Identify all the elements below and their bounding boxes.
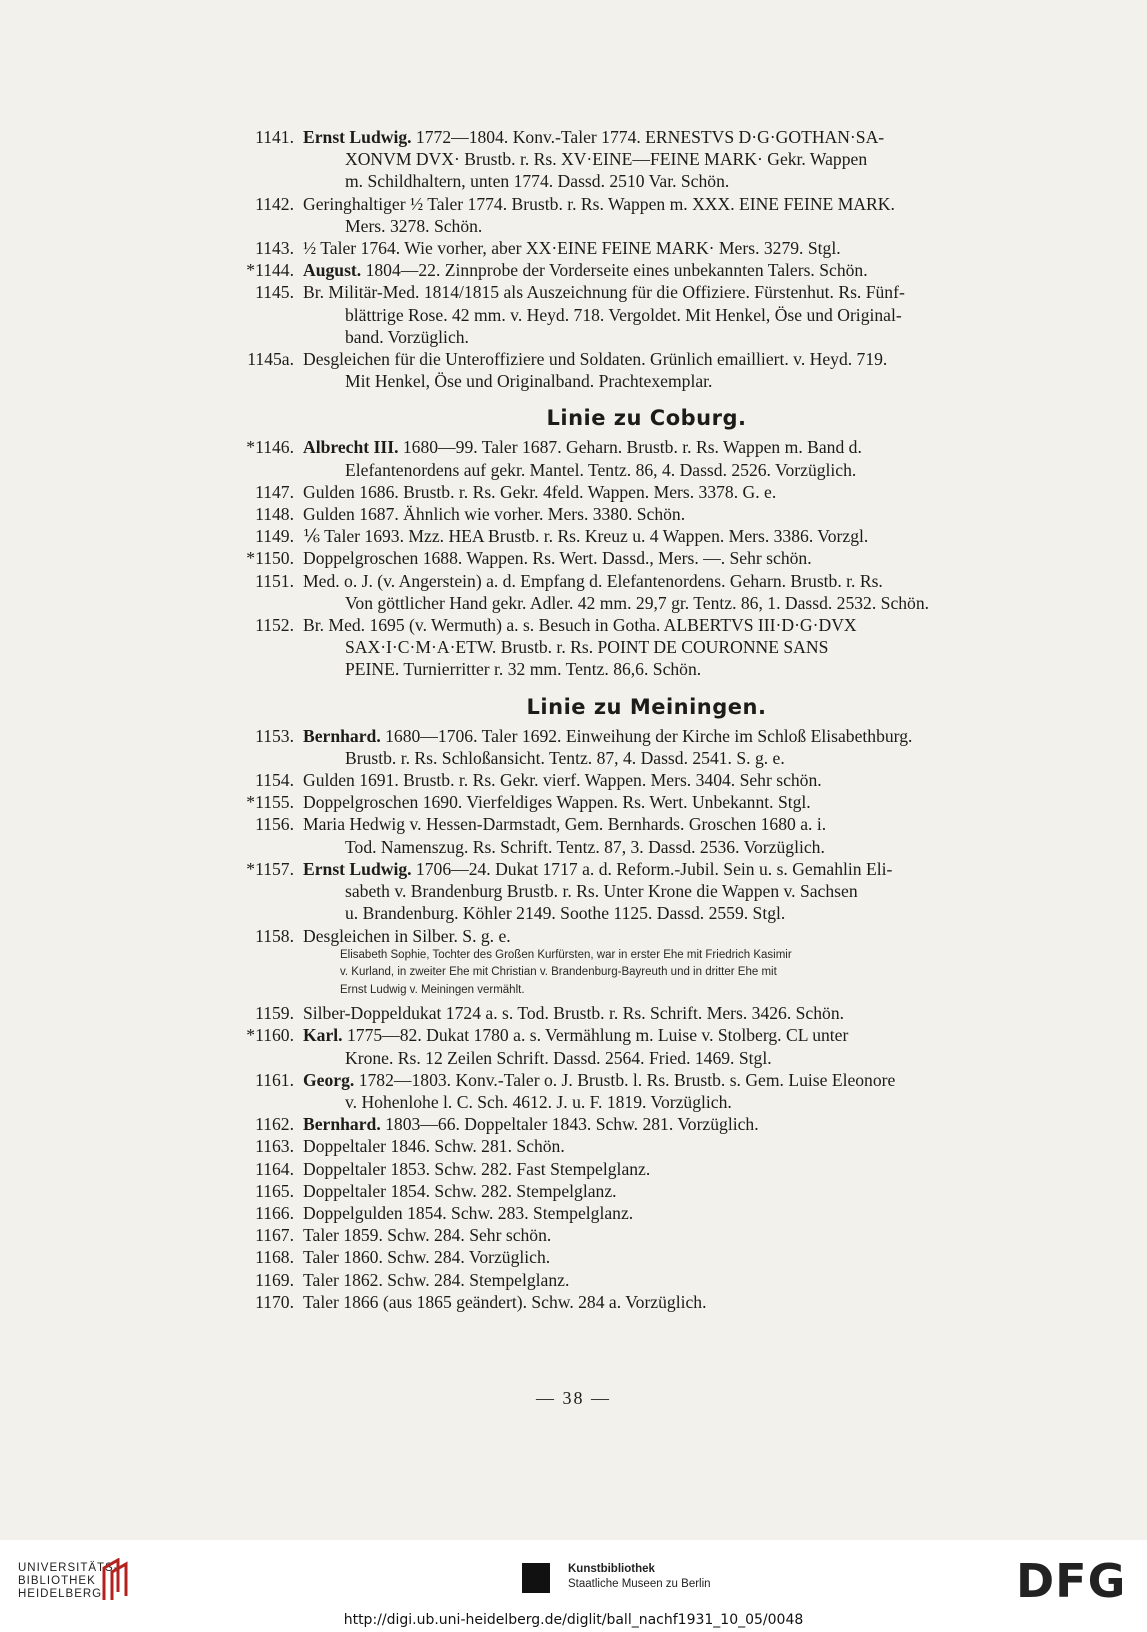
- ruler-name: Karl.: [303, 1025, 343, 1046]
- footnote-line: Ernst Ludwig v. Meiningen vermählt.: [340, 983, 525, 996]
- entry-continuation: Krone. Rs. 12 Zeilen Schrift. Dassd. 2564. Fried. 1469. Stgl.: [345, 1047, 772, 1068]
- entry-text: 1706—24. Dukat 1717 a. d. Reform.-Jubil. Sein u. s. Gemahlin Eli-: [411, 858, 893, 879]
- entry-text: Gulden 1686. Brustb. r. Rs. Gekr. 4feld. Wappen. Mers. 3378. G. e.: [303, 481, 777, 502]
- entry-first-line: [303, 503, 990, 525]
- catalog-entry: [230, 925, 990, 947]
- section-gotha: [230, 126, 990, 392]
- entry-first-line: [303, 281, 990, 303]
- entry-number: 1161.: [255, 1069, 294, 1090]
- entry-number: *1146.: [246, 437, 294, 458]
- catalog-entry: [230, 725, 990, 769]
- permalink-url[interactable]: http://digi.ub.uni-heidelberg.de/diglit/ball_nachf1931_10_05/0048: [343, 1612, 804, 1628]
- catalog-entry: [230, 547, 990, 569]
- entry-first-line: [303, 614, 990, 636]
- entry-text: Desgleichen für die Unteroffiziere und Soldaten. Grünlich emailliert. v. Heyd. 719.: [303, 349, 888, 370]
- catalog-entry: [230, 570, 990, 614]
- entry-continuation: band. Vorzüglich.: [345, 326, 469, 347]
- entry-number: 1153.: [255, 725, 294, 746]
- entry-number: 1166.: [255, 1203, 294, 1224]
- catalog-entry: [230, 1135, 990, 1157]
- entry-first-line: [303, 259, 990, 281]
- entry-text: Doppelgroschen 1690. Vierfeldiges Wappen. Rs. Wert. Unbekannt. Stgl.: [303, 792, 811, 813]
- kb-subtitle: Staatliche Museen zu Berlin: [568, 1578, 711, 1590]
- entry-continuation: XONVM DVX· Brustb. r. Rs. XV·EINE—FEINE MARK· Gekr. Wappen: [345, 149, 868, 170]
- catalog-entry: [230, 237, 990, 259]
- catalog-entry: [230, 281, 990, 348]
- entry-text: Silber-Doppeldukat 1724 a. s. Tod. Brustb. r. Rs. Schrift. Mers. 3426. Schön.: [303, 1003, 845, 1024]
- entry-continuation: blättrige Rose. 42 mm. v. Heyd. 718. Vergoldet. Mit Henkel, Öse und Original-: [345, 304, 902, 325]
- entry-text: Doppeltaler 1846. Schw. 281. Schön.: [303, 1136, 565, 1157]
- entry-number: *1155.: [246, 792, 294, 813]
- entry-first-line: [303, 193, 990, 215]
- uni-line: BIBLIOTHEK: [18, 1575, 96, 1587]
- entry-first-line: [303, 1135, 990, 1157]
- entry-continuation: sabeth v. Brandenburg Brustb. r. Rs. Unter Krone die Wappen v. Sachsen: [345, 881, 858, 902]
- entry-continuation: Tod. Namenszug. Rs. Schrift. Tentz. 87, 3. Dassd. 2536. Vorzüglich.: [345, 836, 825, 857]
- entry-number: 1167.: [255, 1225, 294, 1246]
- entry-first-line: [303, 547, 990, 569]
- catalog-entry: [230, 1224, 990, 1246]
- entry-text: Taler 1860. Schw. 284. Vorzüglich.: [303, 1247, 551, 1268]
- entry-text: Doppeltaler 1854. Schw. 282. Stempelglanz.: [303, 1180, 617, 1201]
- catalog-entry: [230, 126, 990, 193]
- entry-text: Doppelgroschen 1688. Wappen. Rs. Wert. Dassd., Mers. —. Sehr schön.: [303, 548, 812, 569]
- entry-first-line: [303, 1158, 990, 1180]
- dfg-logo: DFG: [1016, 1554, 1127, 1608]
- entry-first-line: [303, 436, 990, 458]
- entry-first-line: [303, 126, 990, 148]
- entry-number: 1149.: [255, 526, 294, 547]
- entry-number: 1159.: [255, 1003, 294, 1024]
- catalog-entry: [230, 858, 990, 925]
- catalog-entry: [230, 348, 990, 392]
- catalog-entry: [230, 193, 990, 237]
- entry-first-line: [303, 525, 990, 547]
- entry-number: 1162.: [255, 1114, 294, 1135]
- entry-continuation: SAX·I·C·M·A·ETW. Brustb. r. Rs. POINT DE COURONNE SANS: [345, 637, 829, 658]
- catalog-entry: [230, 1113, 990, 1135]
- entry-text: Maria Hedwig v. Hessen-Darmstadt, Gem. Bernhards. Groschen 1680 a. i.: [303, 814, 827, 835]
- entry-continuation: Elefantenordens auf gekr. Mantel. Tentz. 86, 4. Dassd. 2526. Vorzüglich.: [345, 459, 857, 480]
- entry-text: Gulden 1691. Brustb. r. Rs. Gekr. vierf. Wappen. Mers. 3404. Sehr schön.: [303, 770, 822, 791]
- entry-text: Br. Militär-Med. 1814/1815 als Auszeichnung für die Offiziere. Fürstenhut. Rs. Fünf-: [303, 282, 905, 303]
- catalog-entry: [230, 791, 990, 813]
- catalog-entry: [230, 1180, 990, 1202]
- heading-meiningen: Linie zu Meiningen.: [526, 694, 767, 719]
- entry-number: 1165.: [255, 1180, 294, 1201]
- catalog-entry: [230, 1246, 990, 1268]
- entry-text: 1782—1803. Konv.-Taler o. J. Brustb. l. Rs. Brustb. s. Gem. Luise Eleonore: [354, 1069, 896, 1090]
- entry-text: Geringhaltiger ½ Taler 1774. Brustb. r. Rs. Wappen m. XXX. EINE FEINE MARK.: [303, 193, 895, 214]
- uni-line: UNIVERSITÄTS-: [18, 1562, 119, 1574]
- catalog-entry: [230, 1202, 990, 1224]
- entry-continuation: Mers. 3278. Schön.: [345, 215, 483, 236]
- entry-continuation: Von göttlicher Hand gekr. Adler. 42 mm. 29,7 gr. Tentz. 86, 1. Dassd. 2532. Schön.: [345, 592, 930, 613]
- section-meiningen: [230, 725, 990, 1313]
- entry-first-line: [303, 1113, 990, 1135]
- catalog-entry: [230, 259, 990, 281]
- entry-number: 1154.: [255, 770, 294, 791]
- entry-text: Taler 1859. Schw. 284. Sehr schön.: [303, 1225, 552, 1246]
- entry-text: 1804—22. Zinnprobe der Vorderseite eines unbekannten Talers. Schön.: [361, 260, 868, 281]
- entry-number: 1168.: [255, 1247, 294, 1268]
- catalog-entry: [230, 769, 990, 791]
- entry-text: Med. o. J. (v. Angerstein) a. d. Empfang d. Elefantenordens. Geharn. Brustb. r. Rs.: [303, 570, 883, 591]
- uni-heidelberg-logo-icon: [100, 1558, 136, 1602]
- entry-continuation: m. Schildhaltern, unten 1774. Dassd. 2510 Var. Schön.: [345, 171, 730, 192]
- uni-line: HEIDELBERG: [18, 1588, 103, 1600]
- footnote-line: Elisabeth Sophie, Tochter des Großen Kurfürsten, war in erster Ehe mit Friedrich Kasimir: [340, 948, 792, 961]
- entry-first-line: [303, 1291, 990, 1313]
- entry-first-line: [303, 1180, 990, 1202]
- entry-text: 1803—66. Doppeltaler 1843. Schw. 281. Vorzüglich.: [380, 1114, 759, 1135]
- entry-first-line: [303, 1024, 990, 1046]
- entry-number: 1163.: [255, 1136, 294, 1157]
- kb-title: Kunstbibliothek: [568, 1563, 655, 1575]
- entry-text: Br. Med. 1695 (v. Wermuth) a. s. Besuch in Gotha. ALBERTVS III·D·G·DVX: [303, 615, 857, 636]
- ruler-name: Ernst Ludwig.: [303, 858, 412, 879]
- entry-number: 1141.: [255, 127, 294, 147]
- entry-first-line: [303, 791, 990, 813]
- entry-number: 1169.: [255, 1269, 294, 1290]
- entry-text: 1680—1706. Taler 1692. Einweihung der Kirche im Schloß Elisabethburg.: [380, 725, 913, 746]
- entry-text: Doppeltaler 1853. Schw. 282. Fast Stempelglanz.: [303, 1158, 651, 1179]
- entry-number: *1157.: [246, 858, 294, 879]
- entry-text: Doppelgulden 1854. Schw. 283. Stempelglanz.: [303, 1203, 634, 1224]
- entry-first-line: [303, 813, 990, 835]
- entry-first-line: [303, 1202, 990, 1224]
- catalog-entry: [230, 1024, 990, 1068]
- page-number: — 38 —: [536, 1388, 611, 1408]
- entry-number: 1170.: [255, 1291, 294, 1312]
- entry-continuation: PEINE. Turnierritter r. 32 mm. Tentz. 86,6. Schön.: [345, 659, 702, 680]
- entry-number: 1158.: [255, 925, 294, 946]
- entry-first-line: [303, 858, 990, 880]
- entry-first-line: [303, 237, 990, 259]
- entry-text: Gulden 1687. Ähnlich wie vorher. Mers. 3380. Schön.: [303, 504, 686, 525]
- heading-coburg: Linie zu Coburg.: [546, 406, 747, 431]
- entry-number: 1147.: [255, 481, 294, 502]
- entry-number: 1156.: [255, 814, 294, 835]
- entry-continuation: u. Brandenburg. Köhler 2149. Soothe 1125. Dassd. 2559. Stgl.: [345, 903, 786, 924]
- entry-text: 1680—99. Taler 1687. Geharn. Brustb. r. Rs. Wappen m. Band d.: [398, 437, 862, 458]
- catalog-entry: [230, 1291, 990, 1313]
- catalog-entry: [230, 1069, 990, 1113]
- footer-bar: [0, 1540, 1147, 1632]
- entry-first-line: [303, 1224, 990, 1246]
- entry-text: 1775—82. Dukat 1780 a. s. Vermählung m. Luise v. Stolberg. CL unter: [342, 1025, 849, 1046]
- entry-first-line: [303, 725, 990, 747]
- entry-first-line: [303, 769, 990, 791]
- kunstbibliothek-logo-icon: [522, 1563, 550, 1593]
- catalog-entry: [230, 481, 990, 503]
- catalog-entry: [230, 436, 990, 480]
- catalog-entry: [230, 1002, 990, 1024]
- ruler-name: Bernhard.: [303, 725, 381, 746]
- entry-first-line: [303, 925, 990, 947]
- ruler-name: Ernst Ludwig.: [303, 127, 412, 147]
- entry-number: 1145a.: [247, 349, 294, 370]
- ruler-name: Bernhard.: [303, 1114, 381, 1135]
- catalog-entry: [230, 525, 990, 547]
- entry-number: 1151.: [255, 570, 294, 591]
- entry-first-line: [303, 1269, 990, 1291]
- entry-number: *1160.: [246, 1025, 294, 1046]
- kunstbibliothek-text: [568, 1562, 711, 1592]
- entry-first-line: [303, 570, 990, 592]
- entry-text: Desgleichen in Silber. S. g. e.: [303, 925, 511, 946]
- entry-first-line: [303, 1246, 990, 1268]
- entry-continuation: Mit Henkel, Öse und Originalband. Prachtexemplar.: [345, 371, 713, 392]
- entry-number: 1143.: [255, 238, 294, 259]
- entry-first-line: [303, 1002, 990, 1024]
- entry-text: 1772—1804. Konv.-Taler 1774. ERNESTVS D·G·GOTHAN·SA-: [411, 127, 885, 147]
- entry-number: *1150.: [246, 548, 294, 569]
- catalog-entry: [230, 1269, 990, 1291]
- entry-text: ½ Taler 1764. Wie vorher, aber XX·EINE FEINE MARK· Mers. 3279. Stgl.: [303, 238, 841, 259]
- ruler-name: Albrecht III.: [303, 437, 399, 458]
- entry-text: ⅙ Taler 1693. Mzz. HEA Brustb. r. Rs. Kreuz u. 4 Wappen. Mers. 3386. Vorzgl.: [303, 526, 869, 547]
- footnote-line: v. Kurland, in zweiter Ehe mit Christian v. Brandenburg-Bayreuth und in dritter Ehe mit: [340, 966, 777, 979]
- entry-first-line: [303, 1069, 990, 1091]
- entry-text: Taler 1866 (aus 1865 geändert). Schw. 284 a. Vorzüglich.: [303, 1291, 707, 1312]
- section-coburg: [230, 436, 990, 680]
- entry-number: 1142.: [255, 193, 294, 214]
- entry-number: 1164.: [255, 1158, 294, 1179]
- catalog-entry: [230, 614, 990, 681]
- entry-first-line: [303, 481, 990, 503]
- catalog-entry: [230, 813, 990, 857]
- entry-number: 1145.: [255, 282, 294, 303]
- entry-number: *1144.: [246, 260, 294, 281]
- catalog-entry: [230, 503, 990, 525]
- entry-continuation: Brustb. r. Rs. Schloßansicht. Tentz. 87, 4. Dassd. 2541. S. g. e.: [345, 747, 785, 768]
- catalog-entry: [230, 1158, 990, 1180]
- catalog-content: [230, 126, 990, 1313]
- entry-continuation: v. Hohenlohe l. C. Sch. 4612. J. u. F. 1819. Vorzüglich.: [345, 1092, 732, 1113]
- ruler-name: August.: [303, 260, 362, 281]
- entry-number: 1152.: [255, 615, 294, 636]
- ruler-name: Georg.: [303, 1069, 355, 1090]
- entry-number: 1148.: [255, 504, 294, 525]
- entry-text: Taler 1862. Schw. 284. Stempelglanz.: [303, 1269, 570, 1290]
- entry-first-line: [303, 348, 990, 370]
